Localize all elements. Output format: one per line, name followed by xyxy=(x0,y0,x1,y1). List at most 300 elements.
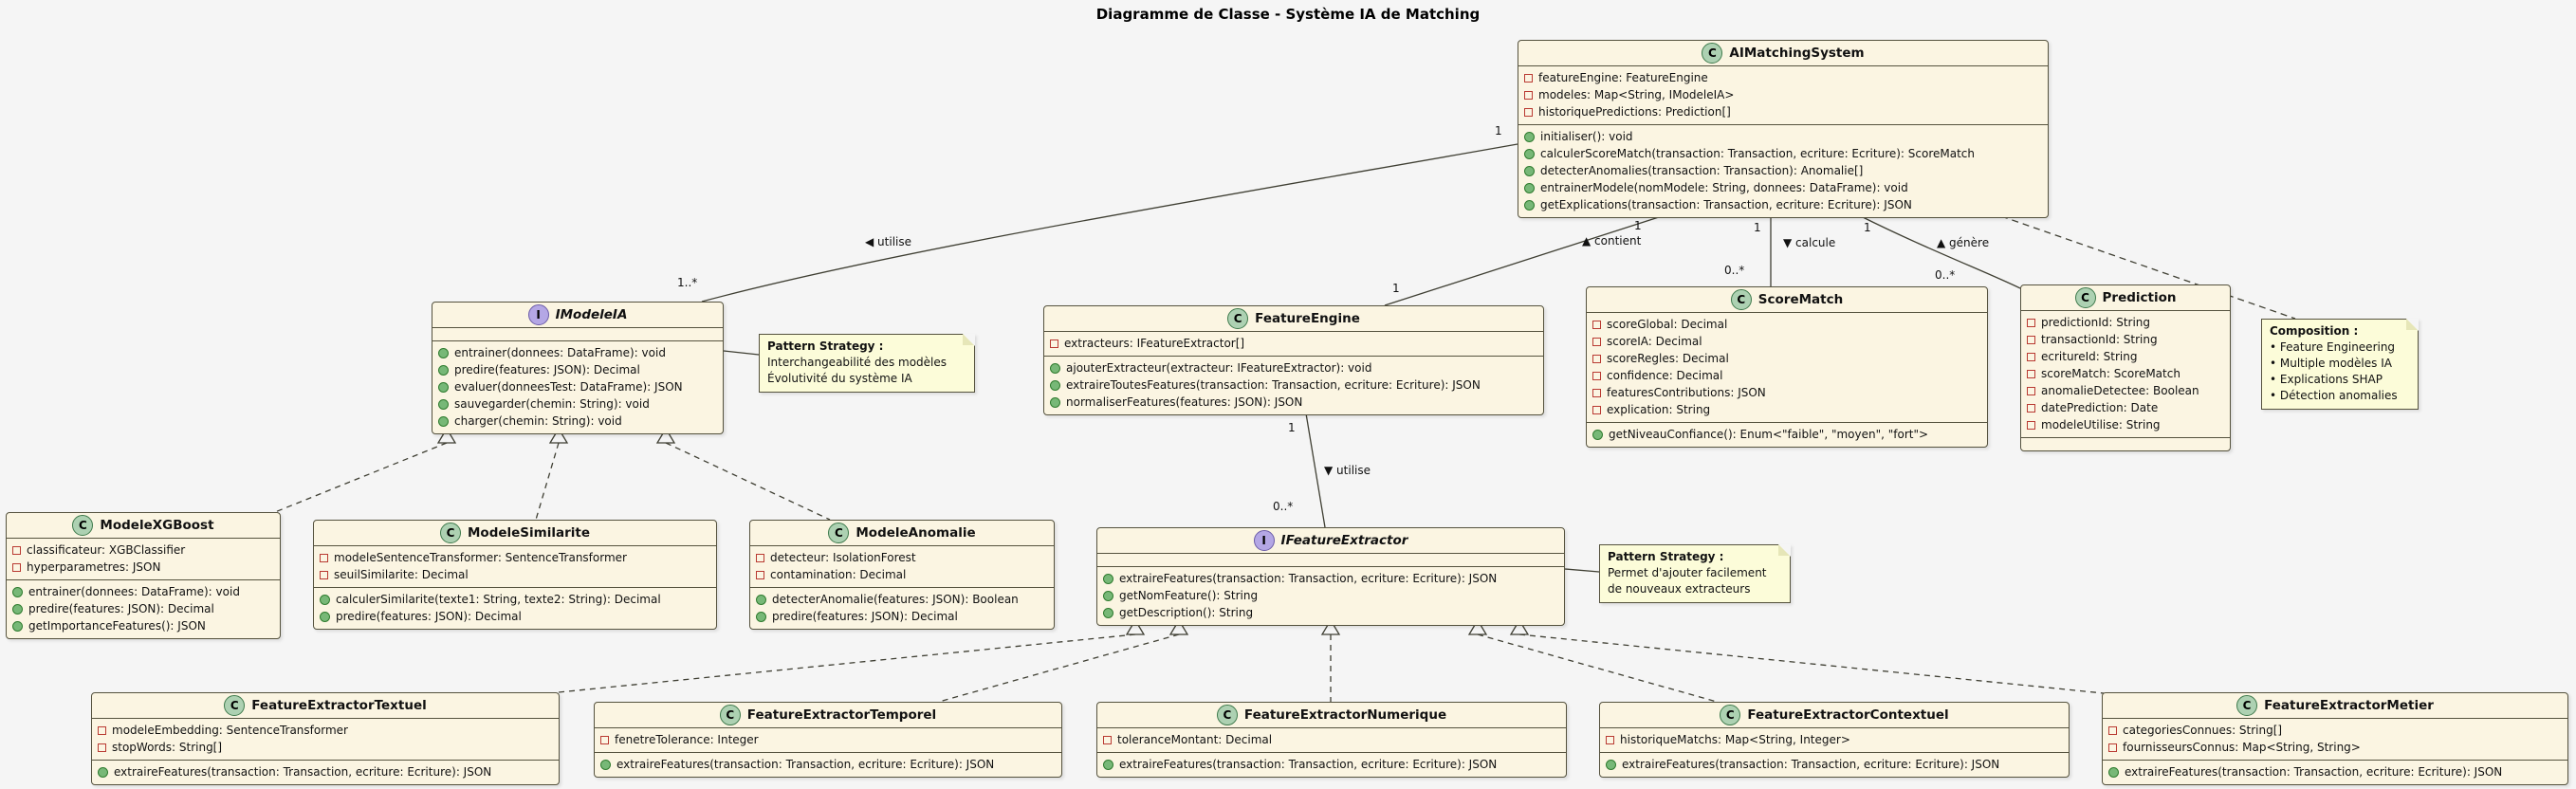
class-stereotype-icon: C xyxy=(2075,287,2096,308)
public-method-icon xyxy=(1524,149,1535,159)
attribute-row xyxy=(2027,399,2224,416)
public-method-icon xyxy=(438,416,449,427)
member-text: historiquePredictions: Prediction[] xyxy=(1538,105,1731,119)
private-attribute-icon xyxy=(2027,353,2035,361)
member-text: detecterAnomalies(transaction: Transaction): Anomalie[] xyxy=(1540,164,1864,177)
member-text: modeleSentenceTransformer: SentenceTransformer xyxy=(334,551,627,564)
attribute-row xyxy=(1592,384,1981,401)
interface-box-imodeleia xyxy=(432,302,724,434)
member-text: extraireFeatures(transaction: Transaction, ecriture: Ecriture): JSON xyxy=(114,765,492,779)
attributes-compartment xyxy=(1600,727,2069,752)
note-composition xyxy=(2261,319,2419,410)
public-method-icon xyxy=(12,587,23,597)
class-stereotype-icon: C xyxy=(1702,43,1722,64)
public-method-icon xyxy=(1524,200,1535,211)
method-row xyxy=(1103,587,1558,604)
private-attribute-icon xyxy=(1606,736,1614,744)
attributes-compartment xyxy=(314,545,716,587)
class-name: FeatureEngine xyxy=(1255,311,1360,326)
class-header xyxy=(595,703,1061,727)
member-text: charger(chemin: String): void xyxy=(454,414,622,428)
public-method-icon xyxy=(98,767,108,778)
realization-similarite xyxy=(536,443,559,520)
class-name: FeatureExtractorNumerique xyxy=(1243,707,1447,723)
public-method-icon xyxy=(438,399,449,410)
private-attribute-icon xyxy=(2108,743,2117,752)
attributes-compartment xyxy=(1518,65,2048,124)
method-row xyxy=(12,617,274,634)
class-name: Prediction xyxy=(2102,290,2177,305)
attribute-row xyxy=(1524,86,2042,103)
public-method-icon xyxy=(1103,591,1113,601)
note-line xyxy=(2270,388,2410,404)
attributes-compartment xyxy=(1097,727,1566,752)
class-stereotype-icon: C xyxy=(720,705,741,725)
member-text: Permet d'ajouter facilement xyxy=(1608,566,1767,579)
public-method-icon xyxy=(756,612,766,622)
edge-label-genere: ▲ génère xyxy=(1937,236,1990,249)
member-text: de nouveaux extracteurs xyxy=(1608,582,1751,596)
member-text: featureEngine: FeatureEngine xyxy=(1538,71,1708,84)
methods-compartment xyxy=(7,579,280,638)
private-attribute-icon xyxy=(2027,404,2035,413)
multiplicity-label: 1 xyxy=(1864,221,1871,234)
class-header xyxy=(1044,306,1543,331)
private-attribute-icon xyxy=(1592,355,1601,363)
class-stereotype-icon: C xyxy=(2236,695,2257,716)
method-row xyxy=(438,378,717,395)
method-row xyxy=(600,756,1056,773)
member-text: extraireFeatures(transaction: Transaction, ecriture: Ecriture): JSON xyxy=(1119,572,1498,585)
private-attribute-icon xyxy=(1592,338,1601,346)
attribute-row xyxy=(1103,731,1560,748)
attribute-row xyxy=(1524,103,2042,120)
public-method-icon xyxy=(1592,430,1603,440)
note-title: Pattern Strategy : xyxy=(767,339,884,353)
private-attribute-icon xyxy=(1524,74,1533,83)
public-method-icon xyxy=(1524,183,1535,193)
attribute-row xyxy=(98,722,553,739)
method-row xyxy=(1592,426,1981,443)
class-stereotype-icon: C xyxy=(224,695,245,716)
public-method-icon xyxy=(438,365,449,376)
attribute-row xyxy=(98,739,553,756)
member-text: seuilSimilarite: Decimal xyxy=(334,568,469,581)
member-text: ajouterExtracteur(extracteur: IFeatureExtractor): void xyxy=(1066,361,1372,375)
class-header xyxy=(1587,287,1987,312)
methods-compartment xyxy=(750,587,1054,629)
note-title: Composition : xyxy=(2270,324,2359,338)
member-text: scoreIA: Decimal xyxy=(1607,335,1702,348)
class-name: FeatureExtractorMetier xyxy=(2264,698,2434,713)
attribute-row xyxy=(2027,365,2224,382)
member-text: getExplications(transaction: Transaction, ecriture: Ecriture): JSON xyxy=(1540,198,1912,211)
note-connector-modeles xyxy=(724,351,759,355)
member-text: confidence: Decimal xyxy=(1607,369,1723,382)
attribute-row xyxy=(2108,739,2562,756)
class-stereotype-icon: C xyxy=(828,523,849,543)
class-box-featureextractorcontextuel xyxy=(1599,702,2070,778)
note-title: Pattern Strategy : xyxy=(1608,550,1724,563)
class-header xyxy=(1097,528,1564,553)
class-box-featureextractortemporel xyxy=(594,702,1062,778)
class-header xyxy=(2103,693,2567,718)
note-line xyxy=(767,371,966,387)
member-text: scoreMatch: ScoreMatch xyxy=(2041,367,2180,380)
public-method-icon xyxy=(1103,574,1113,584)
private-attribute-icon xyxy=(98,743,106,752)
edge-label-utilise-modeles: ◀ utilise xyxy=(865,235,911,248)
member-text: getImportanceFeatures(): JSON xyxy=(28,619,206,633)
interface-stereotype-icon: I xyxy=(528,304,549,325)
member-text: calculerSimilarite(texte1: String, texte2: String): Decimal xyxy=(336,593,661,606)
public-method-icon xyxy=(12,604,23,615)
class-box-aimatchingsystem xyxy=(1518,40,2049,218)
methods-compartment xyxy=(595,752,1061,777)
realization-temporel xyxy=(939,634,1179,702)
attribute-row xyxy=(600,731,1056,748)
methods-compartment xyxy=(2021,437,2230,450)
class-header xyxy=(1600,703,2069,727)
member-text: • Multiple modèles IA xyxy=(2270,357,2392,370)
class-header xyxy=(432,303,723,327)
public-method-icon xyxy=(1103,608,1113,618)
private-attribute-icon xyxy=(756,571,764,579)
attribute-row xyxy=(12,559,274,576)
class-stereotype-icon: C xyxy=(72,515,93,536)
edge-label-calcule: ▼ calcule xyxy=(1783,236,1836,249)
note-line xyxy=(2270,372,2410,388)
class-name: AIMatchingSystem xyxy=(1729,46,1865,61)
member-text: stopWords: String[] xyxy=(112,741,223,754)
member-text: • Feature Engineering xyxy=(2270,340,2396,354)
member-text: hyperparametres: JSON xyxy=(27,560,161,574)
method-row xyxy=(1050,376,1537,394)
private-attribute-icon xyxy=(1103,736,1112,744)
attributes-compartment xyxy=(1044,331,1543,356)
class-box-featureengine xyxy=(1043,305,1544,415)
attribute-row xyxy=(2027,314,2224,331)
class-box-scorematch xyxy=(1586,286,1988,448)
public-method-icon xyxy=(1050,380,1060,391)
class-stereotype-icon: C xyxy=(1731,289,1752,310)
class-header xyxy=(314,521,716,545)
member-text: extraireFeatures(transaction: Transaction, ecriture: Ecriture): JSON xyxy=(2125,765,2503,779)
private-attribute-icon xyxy=(1592,321,1601,329)
method-row xyxy=(1050,394,1537,411)
member-text: detecterAnomalie(features: JSON): Boolean xyxy=(772,593,1019,606)
note-fold-icon xyxy=(1778,544,1791,557)
method-row xyxy=(438,395,717,413)
member-text: predire(features: JSON): Decimal xyxy=(28,602,214,615)
attribute-row xyxy=(2027,416,2224,433)
public-method-icon xyxy=(1050,363,1060,374)
attribute-row xyxy=(2108,722,2562,739)
note-body xyxy=(1608,565,1782,597)
member-text: extraireToutesFeatures(transaction: Transaction, ecriture: Ecriture): JSON xyxy=(1066,378,1481,392)
member-text: entrainer(donnees: DataFrame): void xyxy=(454,346,666,359)
attribute-row xyxy=(2027,331,2224,348)
member-text: datePrediction: Date xyxy=(2041,401,2159,414)
class-header xyxy=(750,521,1054,545)
member-text: getNomFeature(): String xyxy=(1119,589,1259,602)
realization-anomalie xyxy=(666,443,830,520)
note-line xyxy=(2270,339,2410,356)
public-method-icon xyxy=(1524,132,1535,142)
member-text: predire(features: JSON): Decimal xyxy=(454,363,640,376)
realization-contextuel xyxy=(1478,634,1717,702)
method-row xyxy=(1524,145,2042,162)
multiplicity-label: 1 xyxy=(1754,221,1761,234)
realization-xgboost xyxy=(275,443,447,512)
method-row xyxy=(1524,128,2042,145)
note-pattern-strategy-extracteurs xyxy=(1599,544,1791,603)
note-body xyxy=(767,355,966,387)
realization-metier xyxy=(1519,634,2104,693)
member-text: modeleUtilise: String xyxy=(2041,418,2161,431)
method-row xyxy=(2108,763,2562,780)
private-attribute-icon xyxy=(1592,372,1601,380)
private-attribute-icon xyxy=(2027,370,2035,378)
method-row xyxy=(98,763,553,780)
member-text: fenetreTolerance: Integer xyxy=(615,733,759,746)
note-line xyxy=(767,355,966,371)
private-attribute-icon xyxy=(1050,339,1058,348)
member-text: entrainerModele(nomModele: String, donnees: DataFrame): void xyxy=(1540,181,1908,194)
attributes-compartment xyxy=(1097,553,1564,566)
class-header xyxy=(1518,41,2048,65)
multiplicity-label: 0..* xyxy=(1935,268,1956,282)
public-method-icon xyxy=(1050,397,1060,408)
member-text: extraireFeatures(transaction: Transaction, ecriture: Ecriture): JSON xyxy=(1119,758,1498,771)
methods-compartment xyxy=(2103,760,2567,784)
attribute-row xyxy=(1592,367,1981,384)
class-name: ModeleSimilarite xyxy=(468,525,590,541)
member-text: sauvegarder(chemin: String): void xyxy=(454,397,650,411)
attributes-compartment xyxy=(750,545,1054,587)
multiplicity-label: 1..* xyxy=(677,276,698,289)
class-stereotype-icon: C xyxy=(440,523,461,543)
class-box-modelesimilarite xyxy=(313,520,717,630)
member-text: featuresContributions: JSON xyxy=(1607,386,1766,399)
diagram-title: Diagramme de Classe - Système IA de Matching xyxy=(1095,6,1481,23)
member-text: Évolutivité du système IA xyxy=(767,372,912,385)
attribute-row xyxy=(2027,348,2224,365)
member-text: detecteur: IsolationForest xyxy=(770,551,916,564)
class-header xyxy=(2021,285,2230,310)
member-text: transactionId: String xyxy=(2041,333,2158,346)
member-text: getDescription(): String xyxy=(1119,606,1254,619)
note-body xyxy=(2270,339,2410,404)
note-line xyxy=(2270,356,2410,372)
private-attribute-icon xyxy=(2027,387,2035,395)
private-attribute-icon xyxy=(600,736,609,744)
class-header xyxy=(7,513,280,538)
methods-compartment xyxy=(432,340,723,433)
interface-stereotype-icon: I xyxy=(1254,530,1275,551)
methods-compartment xyxy=(1097,566,1564,625)
methods-compartment xyxy=(1518,124,2048,217)
edge-utilise-extracteurs xyxy=(1306,413,1325,527)
edge-label-contient: ▲ contient xyxy=(1582,234,1642,248)
multiplicity-label: 1 xyxy=(1392,282,1400,295)
attribute-row xyxy=(320,566,710,583)
class-name: FeatureExtractorTemporel xyxy=(746,707,937,723)
private-attribute-icon xyxy=(1592,389,1601,397)
private-attribute-icon xyxy=(320,571,328,579)
method-row xyxy=(1524,196,2042,213)
attributes-compartment xyxy=(2021,310,2230,437)
attribute-row xyxy=(1592,316,1981,333)
method-row xyxy=(756,608,1048,625)
attributes-compartment xyxy=(1587,312,1987,422)
attribute-row xyxy=(1606,731,2063,748)
attribute-row xyxy=(1592,401,1981,418)
public-method-icon xyxy=(1524,166,1535,176)
public-method-icon xyxy=(1606,760,1616,770)
attribute-row xyxy=(2027,382,2224,399)
private-attribute-icon xyxy=(2027,319,2035,327)
member-text: Interchangeabilité des modèles xyxy=(767,356,948,369)
methods-compartment xyxy=(1600,752,2069,777)
method-row xyxy=(1103,604,1558,621)
member-text: contamination: Decimal xyxy=(770,568,907,581)
member-text: modeleEmbedding: SentenceTransformer xyxy=(112,724,348,737)
private-attribute-icon xyxy=(1524,108,1533,117)
method-row xyxy=(438,344,717,361)
public-method-icon xyxy=(756,595,766,605)
method-row xyxy=(1524,179,2042,196)
attribute-row xyxy=(320,549,710,566)
class-name: IModeleIA xyxy=(555,307,628,322)
method-row xyxy=(12,583,274,600)
class-box-modelexgboost xyxy=(6,512,281,639)
methods-compartment xyxy=(1097,752,1566,777)
private-attribute-icon xyxy=(12,546,21,555)
method-row xyxy=(1606,756,2063,773)
attribute-row xyxy=(1592,333,1981,350)
member-text: categoriesConnues: String[] xyxy=(2123,724,2283,737)
attributes-compartment xyxy=(595,727,1061,752)
multiplicity-label: 1 xyxy=(1634,219,1642,232)
class-header xyxy=(92,693,559,718)
method-row xyxy=(320,608,710,625)
member-text: extraireFeatures(transaction: Transaction, ecriture: Ecriture): JSON xyxy=(616,758,995,771)
member-text: explication: String xyxy=(1607,403,1711,416)
class-name: ModeleXGBoost xyxy=(100,518,214,533)
private-attribute-icon xyxy=(1524,91,1533,100)
member-text: anomalieDetectee: Boolean xyxy=(2041,384,2199,397)
attributes-compartment xyxy=(2103,718,2567,760)
class-name: IFeatureExtractor xyxy=(1280,533,1408,548)
method-row xyxy=(756,591,1048,608)
member-text: predire(features: JSON): Decimal xyxy=(336,610,522,623)
class-name: FeatureExtractorContextuel xyxy=(1747,707,1949,723)
class-stereotype-icon: C xyxy=(1217,705,1238,725)
member-text: predictionId: String xyxy=(2041,316,2151,329)
methods-compartment xyxy=(1587,422,1987,447)
method-row xyxy=(1524,162,2042,179)
method-row xyxy=(1050,359,1537,376)
member-text: • Explications SHAP xyxy=(2270,373,2383,386)
class-box-modeleanomalie xyxy=(749,520,1055,630)
edge-label-utilise-extracteurs: ▼ utilise xyxy=(1324,464,1371,477)
member-text: predire(features: JSON): Decimal xyxy=(772,610,958,623)
member-text: scoreGlobal: Decimal xyxy=(1607,318,1728,331)
class-stereotype-icon: C xyxy=(1720,705,1740,725)
member-text: classificateur: XGBClassifier xyxy=(27,543,186,557)
attributes-compartment xyxy=(92,718,559,760)
member-text: initialiser(): void xyxy=(1540,130,1633,143)
public-method-icon xyxy=(1103,760,1113,770)
multiplicity-label: 0..* xyxy=(1273,500,1294,513)
member-text: ecritureId: String xyxy=(2041,350,2138,363)
member-text: calculerScoreMatch(transaction: Transaction, ecriture: Ecriture): ScoreMatch xyxy=(1540,147,1976,160)
note-line xyxy=(1608,581,1782,597)
member-text: normaliserFeatures(features: JSON): JSON xyxy=(1066,395,1303,409)
private-attribute-icon xyxy=(1592,406,1601,414)
multiplicity-label: 1 xyxy=(1495,124,1502,138)
attributes-compartment xyxy=(432,327,723,340)
method-row xyxy=(12,600,274,617)
class-box-featureextractornumerique xyxy=(1096,702,1567,778)
public-method-icon xyxy=(438,348,449,358)
attribute-row xyxy=(1592,350,1981,367)
member-text: extracteurs: IFeatureExtractor[] xyxy=(1064,337,1245,350)
public-method-icon xyxy=(12,621,23,632)
class-header xyxy=(1097,703,1566,727)
multiplicity-label: 0..* xyxy=(1724,264,1745,277)
note-fold-icon xyxy=(963,334,975,346)
methods-compartment xyxy=(1044,356,1543,414)
realization-textuel xyxy=(559,634,1135,692)
method-row xyxy=(320,591,710,608)
private-attribute-icon xyxy=(2027,336,2035,344)
private-attribute-icon xyxy=(2108,726,2117,735)
member-text: fournisseursConnus: Map<String, String> xyxy=(2123,741,2361,754)
public-method-icon xyxy=(438,382,449,393)
attributes-compartment xyxy=(7,538,280,579)
class-name: ScoreMatch xyxy=(1757,292,1844,307)
private-attribute-icon xyxy=(98,726,106,735)
multiplicity-label: 1 xyxy=(1288,421,1296,434)
methods-compartment xyxy=(92,760,559,784)
class-name: FeatureExtractorTextuel xyxy=(251,698,427,713)
attribute-row xyxy=(756,549,1048,566)
class-box-featureextractortextuel xyxy=(91,692,560,785)
attribute-row xyxy=(12,541,274,559)
public-method-icon xyxy=(320,595,330,605)
public-method-icon xyxy=(600,760,611,770)
note-pattern-strategy-modeles xyxy=(759,334,975,393)
edge-utilise-modeles xyxy=(702,144,1518,302)
private-attribute-icon xyxy=(320,554,328,562)
note-fold-icon xyxy=(2406,319,2419,331)
member-text: extraireFeatures(transaction: Transaction, ecriture: Ecriture): JSON xyxy=(1622,758,2000,771)
member-text: historiqueMatchs: Map<String, Integer> xyxy=(1620,733,1850,746)
class-stereotype-icon: C xyxy=(1227,308,1248,329)
methods-compartment xyxy=(314,587,716,629)
public-method-icon xyxy=(2108,767,2119,778)
attribute-row xyxy=(1050,335,1537,352)
private-attribute-icon xyxy=(756,554,764,562)
interface-box-ifeatureextractor xyxy=(1096,527,1565,626)
private-attribute-icon xyxy=(12,563,21,572)
class-name: ModeleAnomalie xyxy=(856,525,976,541)
method-row xyxy=(1103,756,1560,773)
member-text: scoreRegles: Decimal xyxy=(1607,352,1729,365)
attribute-row xyxy=(1524,69,2042,86)
